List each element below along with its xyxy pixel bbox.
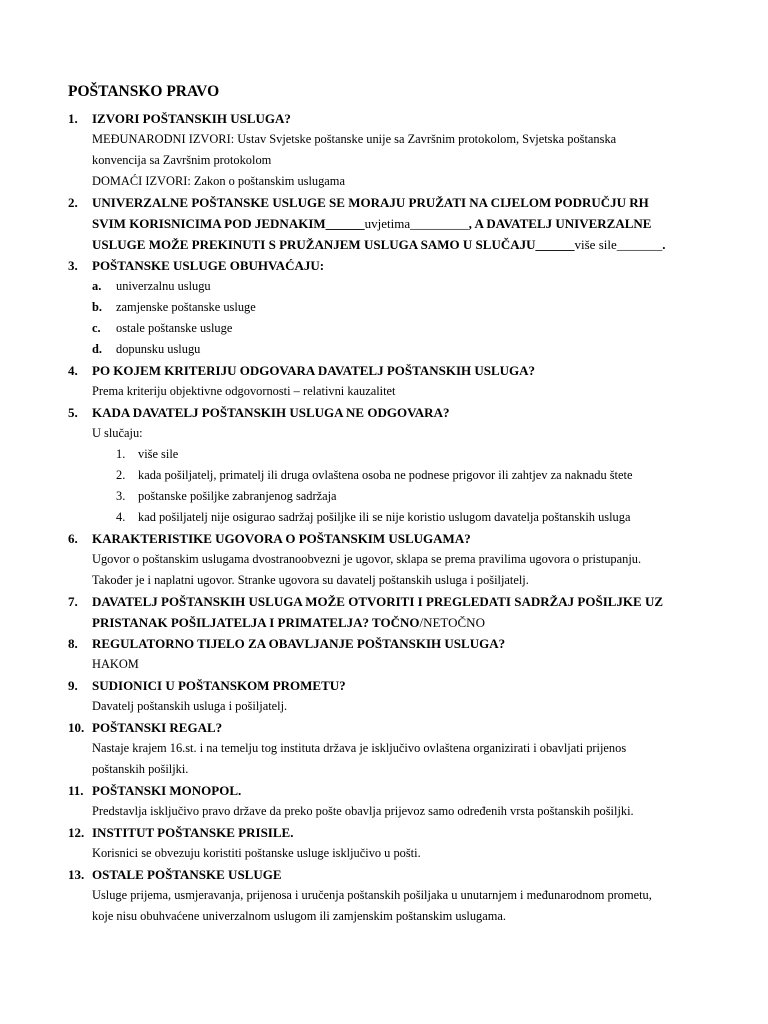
answer-option: /NETOČNO: [419, 615, 485, 630]
answer-line: Usluge prijema, usmjeravanja, prijenosa i uručenja poštanskih pošiljaka u unutarnjem i međunarodnom prometu,: [92, 888, 652, 902]
answer-4: [68, 381, 688, 402]
answer-line: Korisnici se obvezuju koristiti poštanske usluge isključivo u pošti.: [92, 846, 421, 860]
question-number: 1.: [68, 111, 78, 126]
question-number: 7.: [68, 594, 78, 609]
answer-line: Predstavlja isključivo pravo države da preko pošte obavlja prijevoz samo određenih vrsta poštanskih pošiljki.: [92, 804, 634, 818]
question-number: 2.: [68, 195, 78, 210]
question-line-part: .: [662, 237, 666, 252]
answer-11: [68, 801, 688, 822]
question-number: 13.: [68, 867, 85, 882]
list-item: [68, 318, 688, 339]
list-letter: a.: [92, 279, 102, 293]
answer-10: [68, 738, 688, 780]
question-text: OSTALE POŠTANSKE USLUGE: [92, 867, 282, 882]
question-10: [68, 717, 688, 738]
answer-line: Davatelj poštanskih usluga i pošiljatelj.: [92, 699, 288, 713]
answer-line: Prema kriteriju objektivne odgovornosti – relativni kauzalitet: [92, 384, 396, 398]
answer-line: Nastaje krajem 16.st. i na temelju tog instituta država je isključivo ovlaštena organizirati i obavljati prijenos: [92, 741, 627, 755]
question-line: DAVATELJ POŠTANSKIH USLUGA MOŽE OTVORITI I PREGLEDATI SADRŽAJ POŠILJKE UZ: [92, 594, 664, 609]
answer-line: Ugovor o poštanskim uslugama dvostranoobvezni je ugovor, sklapa se prema pravilima ugovora o pristupanju.: [92, 552, 642, 566]
list-number: 1.: [116, 447, 126, 461]
question-line: UNIVERZALNE POŠTANSKE USLUGE SE MORAJU PRUŽATI NA CIJELOM PODRUČJU RH: [92, 195, 649, 210]
question-number: 12.: [68, 825, 85, 840]
list-letter: d.: [92, 342, 102, 356]
question-text: IZVORI POŠTANSKIH USLUGA?: [92, 111, 291, 126]
list-item-text: više sile: [138, 447, 179, 461]
question-text: PO KOJEM KRITERIJU ODGOVARA DAVATELJ POŠTANSKIH USLUGA?: [92, 363, 536, 378]
question-3: [68, 255, 688, 276]
list-item: [68, 276, 688, 297]
question-8: [68, 633, 688, 654]
question-text: REGULATORNO TIJELO ZA OBAVLJANJE POŠTANSKIH USLUGA?: [92, 636, 506, 651]
answer-12: [68, 843, 688, 864]
answer-line: U slučaju:: [92, 426, 143, 440]
list-item-text: dopunsku uslugu: [116, 342, 201, 356]
answer-line: Također je i naplatni ugovor. Stranke ugovora su davatelj poštanskih usluga i pošiljatelj.: [92, 573, 529, 587]
question-line: [92, 612, 688, 633]
fill-in-answer: uvjetima_________: [364, 216, 469, 231]
question-9: [68, 675, 688, 696]
answer-line: DOMAĆI IZVORI: Zakon o poštanskim uslugama: [92, 174, 345, 188]
question-line: [92, 213, 688, 234]
question-number: 8.: [68, 636, 78, 651]
question-6: [68, 528, 688, 549]
question-text: POŠTANSKI REGAL?: [92, 720, 223, 735]
question-text: INSTITUT POŠTANSKE PRISILE.: [92, 825, 294, 840]
document-page: [68, 82, 688, 927]
question-text: POŠTANSKI MONOPOL.: [92, 783, 242, 798]
question-13: [68, 864, 688, 885]
question-number: 6.: [68, 531, 78, 546]
question-1: [68, 108, 688, 129]
answer-13: [68, 885, 688, 927]
answer-line: koje nisu obuhvaćene univerzalnom uslugom ili zamjenskim poštanskim uslugama.: [92, 909, 506, 923]
question-number: 11.: [68, 783, 84, 798]
fill-in-answer: više sile_______: [574, 237, 663, 252]
answer-5: [68, 423, 688, 444]
document-title: POŠTANSKO PRAVO: [68, 83, 220, 100]
list-item: [68, 507, 688, 528]
question-line-part: USLUGE MOŽE PREKINUTI S PRUŽANJEM USLUGA SAMO U SLUČAJU______: [92, 237, 575, 252]
question-12: [68, 822, 688, 843]
list-item: [68, 339, 688, 360]
question-line-part: , A DAVATELJ UNIVERZALNE: [468, 216, 652, 231]
question-text: KADA DAVATELJ POŠTANSKIH USLUGA NE ODGOVARA?: [92, 405, 450, 420]
list-item-text: kad pošiljatelj nije osigurao sadržaj pošiljke ili se nije koristio uslugom davatelja poštanskih usluga: [138, 510, 631, 524]
answer-line: konvencija sa Završnim protokolom: [92, 153, 272, 167]
answer-line: MEĐUNARODNI IZVORI: Ustav Svjetske poštanske unije sa Završnim protokolom, Svjetska poštanska: [92, 132, 617, 146]
list-item-text: ostale poštanske usluge: [116, 321, 233, 335]
answer-6: [68, 549, 688, 591]
list-item-text: kada pošiljatelj, primatelj ili druga ovlaštena osoba ne podnese prigovor ili zahtjev za naknadu štete: [138, 468, 633, 482]
list-item: [68, 297, 688, 318]
list-item: [68, 465, 688, 486]
list-item: [68, 444, 688, 465]
question-text: [92, 591, 688, 633]
list-letter: c.: [92, 321, 101, 335]
list-number: 2.: [116, 468, 126, 482]
question-line: [92, 234, 688, 255]
list-number: 4.: [116, 510, 126, 524]
question-text: SUDIONICI U POŠTANSKOM PROMETU?: [92, 678, 346, 693]
answer-line: poštanskih pošiljki.: [92, 762, 189, 776]
question-line-part: PRISTANAK POŠILJATELJA I PRIMATELJA? TOČNO: [92, 615, 420, 630]
question-number: 5.: [68, 405, 78, 420]
question-text: POŠTANSKE USLUGE OBUHVAĆAJU:: [92, 258, 325, 273]
question-number: 4.: [68, 363, 78, 378]
answer-1: [68, 129, 688, 192]
list-item-text: zamjenske poštanske usluge: [116, 300, 256, 314]
question-2: [68, 192, 688, 255]
list-letter: b.: [92, 300, 102, 314]
question-11: [68, 780, 688, 801]
list-item-text: univerzalnu uslugu: [116, 279, 211, 293]
answer-line: HAKOM: [92, 657, 139, 671]
question-text: [92, 192, 688, 255]
question-number: 9.: [68, 678, 78, 693]
question-line-part: SVIM KORISNICIMA POD JEDNAKIM______: [92, 216, 365, 231]
answer-9: [68, 696, 688, 717]
answer-8: [68, 654, 688, 675]
question-5: [68, 402, 688, 423]
question-7: [68, 591, 688, 633]
list-item: [68, 486, 688, 507]
question-text: KARAKTERISTIKE UGOVORA O POŠTANSKIM USLUGAMA?: [92, 531, 471, 546]
list-item-text: poštanske pošiljke zabranjenog sadržaja: [138, 489, 337, 503]
question-4: [68, 360, 688, 381]
question-number: 10.: [68, 720, 85, 735]
list-number: 3.: [116, 489, 126, 503]
question-number: 3.: [68, 258, 78, 273]
